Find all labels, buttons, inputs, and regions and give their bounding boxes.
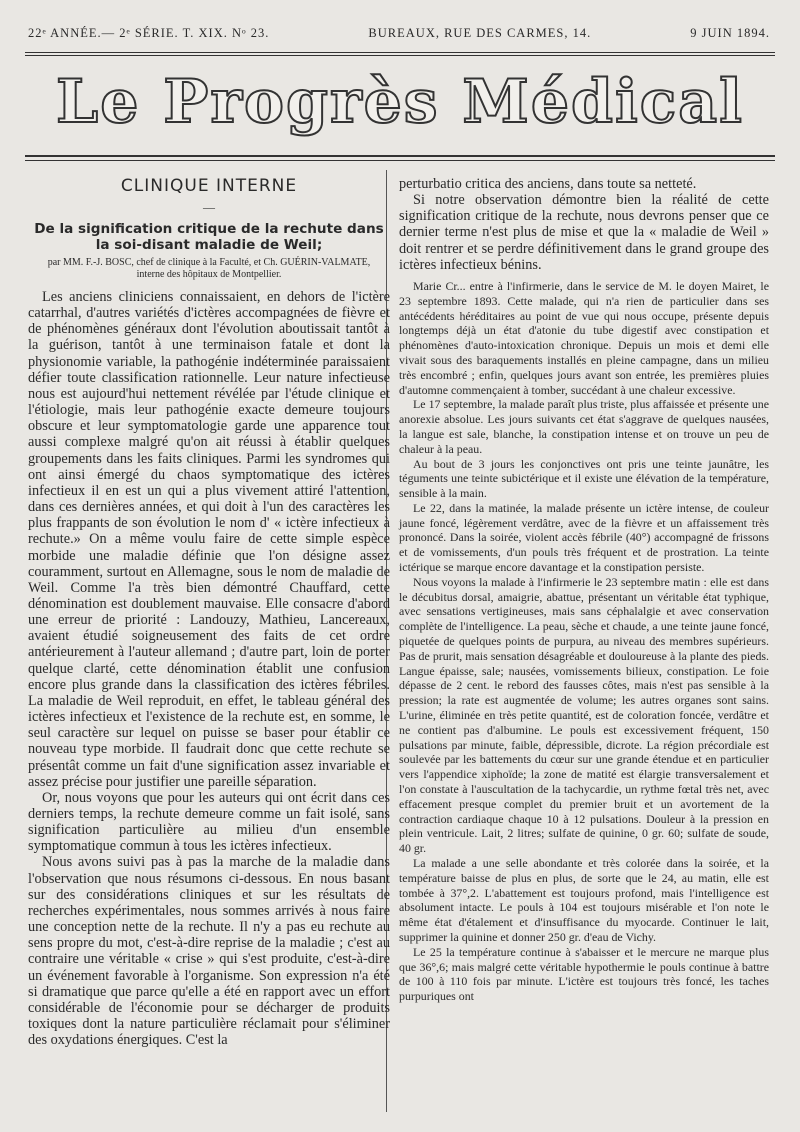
observation-paragraph: Le 25 la température continue à s'abaisser et le mercure ne marque plus que 36°,6; mais malgré cette véritable hypothermie le pouls continue à battre de 100 à 110 fois par minute. L'ictère est toujours très foncé, les taches purpuriques ont (399, 944, 769, 1004)
paragraph: Nous avons suivi pas à pas la marche de la maladie dans l'observation que nous résumons ci-dessous. En nous basant sur des considérations cliniques et sur les résultats de recherches expérimentales, nous sommes arrivés à nous faire une conception nette de la rechute. Il n'y a pas eu rechute au sens propre du mot, c'est-à-dire reprise de la maladie ; c'est au contraire une véritable « crise » qui s'est produite, c'est-à-dire un événement favorable à l'organisme. Son expression n'a été si dramatique que parce qu'elle a été en rapport avec un effort considérable de l'économie pour se décharger de produits toxiques dont la nature particulière réclamait pour s'éliminer des oxydations énergiques. C'est la (28, 854, 390, 1049)
observation-paragraph: Marie Cr... entre à l'infirmerie, dans le service de M. le doyen Mairet, le 23 septembre 1893. Cette malade, qui n'a rien de particulier dans ses antécédents héréditaires au point de vue qui nous occupe, présente depuis longtemps déjà un état d'atonie du tube digestif avec constipation et phénomènes d'auto-intoxication chronique. Depuis un mois et demi elle vivait sous des baraquements installés en pleine campagne, dans un milieu très encombré ; enfin, quelques jours avant son entrée, les premières pluies d'automne commençaient à tomber, succédant à une chaleur excessive. (399, 278, 769, 397)
issue-header (28, 18, 770, 48)
paragraph: Or, nous voyons que pour les auteurs qui ont écrit dans ces derniers temps, la rechute demeure comme un fait isolé, sans signification particulière au milieu d'un ensemble symptomatique commun à tous les ictères infectieux. (28, 789, 390, 855)
observation-paragraph: La malade a une selle abondante et très colorée dans la soirée, et la température baisse de plus en plus, de sorte que le 24, au matin, elle est tombée à 37°,2. L'abattement est toujours profond, mais l'intelligence est absolument intacte. Le pouls à 104 est toujours misérable et l'on note le même état d'étalement et d'insuffisance du myocarde. Continuer le lait, supprimer la quinine et donner 250 gr. d'eau de Vichy. (399, 856, 769, 944)
office-address: BUREAUX, RUE DES CARMES, 14. (368, 25, 592, 40)
journal-title: Le Progrès Médical (56, 67, 744, 137)
masthead-rule-bottom (25, 160, 775, 161)
issue-number: 22ᵉ ANNÉE.— 2ᵉ SÉRIE. T. XIX. Nᵒ 23. (28, 25, 270, 40)
left-column (28, 176, 390, 1048)
masthead-rule-top (25, 155, 775, 157)
header-rule-double (25, 55, 775, 56)
paragraph: perturbatio critica des anciens, dans toute sa netteté. (399, 176, 697, 192)
observation-paragraph: Le 22, dans la matinée, la malade présente un ictère intense, de couleur jaune foncé, légèrement verdâtre, avec de la fièvre et un affaissement très prononcé. Dans la soirée, violent accès fébrile (40°) accompagné de frissons et de vomissements, d'un pouls très fréquent et de prostration. La teinte ictérique se marque encore davantage et la constipation persiste. (399, 500, 769, 575)
observation-paragraph: Au bout de 3 jours les conjonctives ont pris une teinte jaunâtre, les téguments une teinte subictérique et il existe une élévation de la température, sensible à la main. (399, 456, 769, 501)
paragraph: Si notre observation démontre bien la réalité de cette signification critique de la rechute, nous devrons penser que ce dernier terme n'est plus de mise et que la « maladie de Weil » doit rentrer et se perdre définitivement dans le grand groupe des ictères infectieux bénins. (399, 192, 769, 273)
right-column (399, 176, 769, 1004)
section-heading: CLINIQUE INTERNE (120, 176, 298, 196)
article-title: De la signification critique de la rechute dans la soi-disant maladie de Weil; (34, 221, 384, 253)
observation-paragraph: Le 17 septembre, la malade paraît plus triste, plus affaissée et présente une anorexie absolue. Les jours suivants cet état s'aggrave de quelques nausées, la langue est sale, blanche, la constipation intense et on trouve un peu de chaleur à la peau. (399, 397, 769, 456)
issue-date: 9 JUIN 1894. (690, 25, 770, 40)
section-dash: — (203, 200, 215, 214)
observation-paragraph: Nous voyons la malade à l'infirmerie le 23 septembre matin : elle est dans le décubitus dorsal, amaigrie, abattue, présentant un véritable état typhique, avec sensations vertigineuses, mais sans céphalalgie et avec conservation complète de l'intelligence. La peau, sèche et chaude, a une teinte jaune foncé, piquetée de quelques points de purpura, au niveau des membres supérieurs. Pas de prurit, mais sensation désagréable et douloureuse à la plante des pieds. Langue épaisse, sale; nausées, vomissements bilieux, constipation. Le foie dépasse de 2 cent. le rebord des fausses côtes, mais n'est pas sensible à la pression; la rate est augmentée de volume; les autres organes sont sains. L'urine, éliminée en très petite quantité, est de coloration foncée, verdâtre et ne contient pas d'albumine. Le pouls est excessivement fréquent, 150 pulsations par minute, faible, dépressible, dicrote. La région précordiale est soulevée par les battements du cœur sur une grande étendue et en particulier vers l'appendice xiphoïde; la zone de matité est élargie transversalement et l'on constate à l'auscultation de la tachycardie, un rythme fœtal très net, avec effacement presque complet du premier bruit et un avortement de la contraction cardiaque chaque 10 à 12 pulsations. Douleur à la pression en plein ventricule. Lait, 2 litres; sulfate de quinine, 0 gr. 60; sulfate de soude, 40 gr. (399, 574, 769, 856)
header-rule (25, 52, 775, 53)
paragraph: Les anciens cliniciens connaissaient, en dehors de l'ictère catarrhal, d'autres variétés d'ictères accompagnées de fièvre et de phénomènes généraux dont l'évolution aboutissait tantôt à la guérison, tantôt à une terminaison fatale et dont la physionomie variable, la pathogénie indéterminée paraissaient défier toute classification rationnelle. Leur nature infectieuse nous est aujourd'hui nettement révélée par l'étude clinique et l'étiologie, mais leur pathogénie exacte demeure toujours obscure et leur symptomatologie garde une apparence tout aussi complexe malgré qu'on ait réussi à établir quelques groupements dans les faits cliniques. Parmi les syndromes qui ont ainsi émergé du chaos symptomatique des ictères infectieux il en est un qui a plus vivement attiré l'attention, dans ces dernières années, et qui doit à l'un des caractères les plus frappants de son évolution le nom d' « ictère infectieux à rechute.» On a même voulu faire de cette simple espèce morbide une maladie définie que l'on désigne assez couramment, surtout en Allemagne, sous le nom de maladie de Weil. Comme l'a très bien démontré Chauffard, cette dénomination est doublement mauvaise. Elle consacre d'abord une erreur de priorité : Landouzy, Mathieu, Lancereaux, avaient étudié soigneusement des faits de cet ordre antérieurement à l'auteur allemand ; d'autre part, loin de porter quelque clarté, cette dénomination établit une confusion encore plus grande dans la classification des ictères fébriles. La maladie de Weil reproduit, en effet, le tableau général des ictères infectieux et l'existence de la rechute est, en somme, le seul caractère sur lequel on puisse se baser pour établir ce nouveau type morbide. Il faudrait donc que cette rechute se présentât comme un fait d'une signification assez invariable et assez précise pour justifier une pareille séparation. (28, 289, 390, 790)
article-byline: par MM. F.-J. BOSC, chef de clinique à la Faculté, et Ch. GUÉRIN-VALMATE, interne des hôpitaux de Montpellier. (47, 257, 371, 280)
